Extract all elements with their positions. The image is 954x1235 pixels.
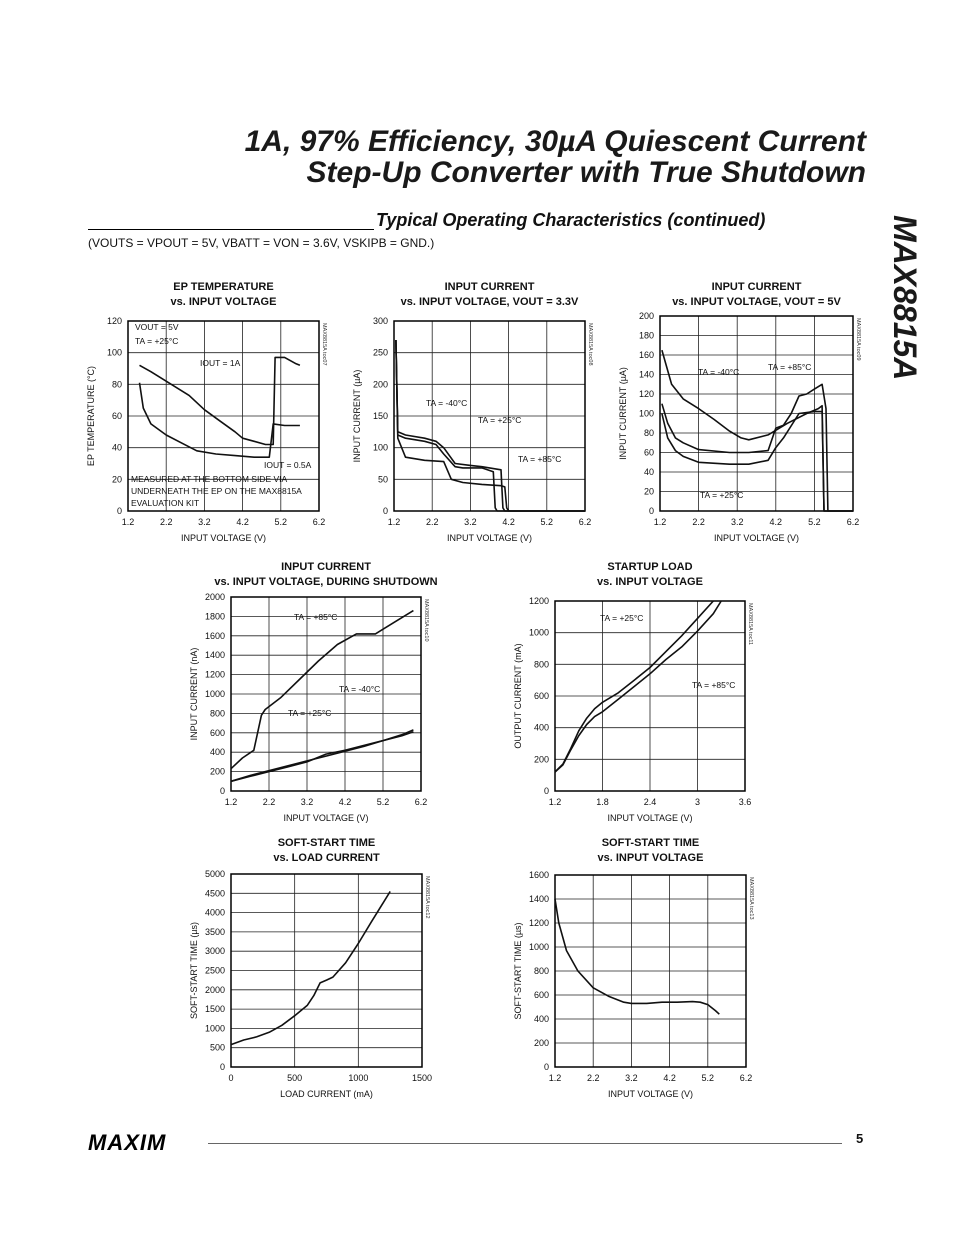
- x-tick-label: 5.2: [376, 797, 390, 807]
- series-line: [662, 412, 853, 511]
- chart-input-current-shutdown: [186, 558, 436, 823]
- chart-svg: [186, 558, 438, 823]
- y-axis-label: EP TEMPERATURE (°C): [86, 365, 96, 467]
- y-tick-label: 1600: [204, 630, 225, 641]
- y-tick-label: 0: [219, 1062, 225, 1072]
- chart-soft-start-vs-load: [186, 834, 436, 1099]
- chart-annotation: IOUT = 0.5A: [264, 460, 312, 470]
- y-axis-label: SOFT-START TIME (µs): [189, 921, 199, 1020]
- chart-title: INPUT CURRENT: [444, 281, 535, 293]
- y-tick-label: 120: [106, 316, 122, 326]
- title-line-2: Step-Up Converter with True Shutdown: [306, 156, 866, 189]
- y-tick-label: 2500: [204, 965, 225, 976]
- y-tick-label: 1500: [204, 1004, 225, 1015]
- y-tick-label: 160: [638, 350, 654, 360]
- x-tick-label: 6.2: [414, 797, 428, 807]
- footer-rule: [208, 1143, 842, 1144]
- chart-annotation: TA = +85°C: [768, 362, 812, 372]
- toc-code: MAX8815A toc11: [747, 603, 753, 646]
- y-tick-label: 200: [533, 754, 549, 765]
- x-tick-label: 6.2: [846, 517, 860, 527]
- series-line: [555, 899, 719, 1014]
- y-tick-label: 0: [382, 506, 388, 516]
- chart-title: EP TEMPERATURE: [173, 281, 274, 293]
- y-tick-label: 1000: [204, 1023, 225, 1034]
- x-tick-label: 2.2: [262, 797, 276, 807]
- page-title: [86, 126, 866, 188]
- x-tick-label: 1.2: [224, 797, 238, 807]
- x-tick-label: 1.2: [653, 517, 667, 527]
- y-tick-label: 1200: [528, 596, 549, 606]
- chart-subtitle: vs. INPUT VOLTAGE: [170, 296, 277, 308]
- chart-svg: [88, 278, 328, 548]
- chart-annotation: TA = -40°C: [339, 684, 381, 694]
- y-tick-label: 200: [209, 766, 225, 777]
- y-axis-label: INPUT CURRENT (nA): [189, 647, 199, 741]
- chart-soft-start-vs-vin: [512, 834, 762, 1099]
- x-tick-label: 5.2: [701, 1073, 715, 1083]
- chart-annotation: TA = +25°C: [600, 613, 644, 623]
- y-tick-label: 4500: [204, 888, 225, 899]
- y-tick-label: 120: [638, 389, 654, 399]
- x-tick-label: 4.2: [236, 517, 249, 527]
- x-tick-label: 6.2: [739, 1073, 753, 1083]
- x-axis-label: LOAD CURRENT (mA): [280, 1089, 373, 1099]
- y-tick-label: 400: [533, 1014, 549, 1024]
- x-tick-label: 2.2: [586, 1073, 600, 1083]
- x-tick-label: 5.2: [540, 517, 554, 527]
- x-tick-label: 5.2: [808, 517, 821, 527]
- x-tick-label: 2.4: [643, 797, 657, 807]
- chart-title: INPUT CURRENT: [281, 561, 371, 573]
- x-tick-label: 2.2: [159, 517, 173, 527]
- y-tick-label: 800: [533, 659, 549, 670]
- chart-annotation: VOUT = 5V: [135, 322, 179, 332]
- toc-code: MAX8815A toc08: [587, 323, 593, 366]
- chart-title: SOFT-START TIME: [601, 837, 700, 849]
- chart-annotation: TA = +25°C: [700, 490, 744, 500]
- y-tick-label: 100: [106, 347, 122, 358]
- x-tick-label: 3.2: [730, 517, 744, 527]
- y-tick-label: 250: [372, 347, 388, 358]
- y-tick-label: 40: [643, 467, 654, 477]
- y-tick-label: 200: [372, 379, 388, 390]
- chart-annotation: TA = -40°C: [426, 398, 468, 408]
- chart-input-current-3v3: [352, 278, 592, 553]
- x-tick-label: 4.2: [663, 1073, 676, 1083]
- x-tick-label: 3.2: [625, 1073, 638, 1083]
- y-tick-label: 50: [377, 474, 388, 485]
- x-axis-label: INPUT VOLTAGE (V): [713, 533, 800, 543]
- series-line: [140, 357, 300, 444]
- title-line-1: 1A, 97% Efficiency, 30µA Quiescent Current: [244, 125, 866, 158]
- maxim-logo: MAXIM: [88, 1130, 167, 1155]
- chart-annotation: IOUT = 1A: [200, 358, 241, 368]
- chart-svg: [512, 558, 762, 823]
- chart-subtitle: vs. INPUT VOLTAGE: [597, 576, 703, 588]
- y-tick-label: 3000: [204, 946, 225, 957]
- toc-code: MAX8815A toc13: [748, 877, 754, 920]
- test-conditions: (VOUTS = VPOUT = 5V, VBATT = VON = 3.6V, VSKIPB = GND.): [88, 236, 435, 250]
- part-number: MAX8815A: [887, 215, 923, 381]
- chart-annotation: TA = +25°C: [135, 336, 179, 346]
- y-tick-label: 140: [638, 369, 654, 380]
- y-axis-label: SOFT-START TIME (µs): [513, 922, 523, 1020]
- section-title: Typical Operating Characteristics (continued): [376, 210, 766, 230]
- chart-svg: [352, 278, 592, 548]
- x-tick-label: 6.2: [578, 517, 592, 527]
- series-line: [231, 611, 413, 769]
- x-tick-label: 4.2: [769, 517, 783, 527]
- y-axis-label: INPUT CURRENT (µA): [352, 369, 362, 463]
- x-tick-label: 4.2: [338, 797, 352, 807]
- x-tick-label: 6.2: [312, 517, 326, 527]
- x-tick-label: 2.2: [692, 517, 705, 527]
- chart-annotation: TA = +25°C: [478, 415, 522, 425]
- chart-ep-temperature: [88, 278, 328, 553]
- y-tick-label: 60: [643, 447, 654, 458]
- chart-title: INPUT CURRENT: [711, 281, 802, 293]
- toc-code: MAX8815A toc07: [321, 323, 327, 366]
- x-tick-label: 1000: [348, 1073, 369, 1083]
- x-tick-label: 3.2: [300, 797, 314, 807]
- toc-code: MAX8815A toc09: [855, 318, 861, 361]
- y-tick-label: 60: [111, 411, 122, 421]
- part-number-side-label: [876, 215, 936, 400]
- y-tick-label: 20: [111, 474, 122, 485]
- x-tick-label: 1.2: [548, 1073, 562, 1083]
- y-tick-label: 2000: [204, 984, 225, 995]
- chart-input-current-5v: [618, 278, 861, 553]
- series-line: [231, 891, 390, 1044]
- chart-annotation: TA = -40°C: [698, 367, 740, 377]
- toc-code: MAX8815A toc12: [424, 876, 430, 919]
- chart-annotation: TA = +85°C: [692, 680, 736, 690]
- y-tick-label: 200: [533, 1038, 549, 1048]
- y-tick-label: 4000: [204, 907, 225, 918]
- y-tick-label: 20: [643, 486, 654, 497]
- x-tick-label: 500: [287, 1073, 303, 1083]
- chart-annotation: TA = +25°C: [288, 708, 332, 718]
- chart-annotation: TA = +85°C: [294, 612, 338, 622]
- x-tick-label: 3: [694, 797, 701, 807]
- y-tick-label: 1400: [204, 650, 225, 661]
- x-tick-label: 1500: [411, 1073, 433, 1083]
- x-tick-label: 0: [228, 1073, 234, 1083]
- y-tick-label: 0: [543, 786, 549, 796]
- chart-title: STARTUP LOAD: [607, 561, 693, 573]
- y-tick-label: 1000: [528, 627, 549, 638]
- x-tick-label: 3.6: [738, 797, 752, 807]
- y-tick-label: 1000: [204, 689, 225, 699]
- x-tick-label: 4.2: [502, 517, 515, 527]
- x-axis-label: INPUT VOLTAGE (V): [446, 533, 533, 543]
- x-tick-label: 1.8: [596, 797, 609, 807]
- chart-annotation: EVALUATION KIT: [131, 498, 200, 508]
- x-tick-label: 1.2: [387, 517, 401, 527]
- chart-annotation: TA = +85°C: [518, 454, 562, 464]
- x-tick-label: 5.2: [274, 517, 288, 527]
- x-axis-label: INPUT VOLTAGE (V): [607, 1089, 694, 1099]
- y-tick-label: 300: [372, 316, 388, 326]
- chart-subtitle: vs. LOAD CURRENT: [273, 852, 380, 864]
- y-tick-label: 80: [643, 428, 654, 438]
- chart-title: SOFT-START TIME: [277, 837, 376, 849]
- x-tick-label: 1.2: [121, 517, 135, 527]
- x-tick-label: 1.2: [548, 797, 562, 807]
- x-tick-label: 3.2: [198, 517, 211, 527]
- x-tick-label: 3.2: [464, 517, 477, 527]
- y-tick-label: 600: [533, 691, 549, 701]
- y-tick-label: 500: [209, 1042, 225, 1053]
- y-tick-label: 0: [116, 506, 122, 516]
- y-tick-label: 1200: [528, 918, 549, 928]
- chart-annotation: MEASURED AT THE BOTTOM SIDE VIA: [131, 474, 288, 484]
- y-tick-label: 600: [209, 727, 225, 738]
- y-tick-label: 5000: [204, 869, 225, 879]
- y-tick-label: 100: [638, 408, 654, 419]
- chart-startup-load: [512, 558, 762, 823]
- y-tick-label: 40: [111, 442, 122, 453]
- x-tick-label: 2.2: [425, 517, 439, 527]
- y-tick-label: 200: [638, 311, 654, 321]
- y-tick-label: 180: [638, 330, 654, 341]
- series-line: [396, 340, 585, 511]
- chart-svg: [618, 278, 861, 548]
- y-tick-label: 400: [533, 722, 549, 733]
- x-axis-label: INPUT VOLTAGE (V): [180, 533, 267, 543]
- y-tick-label: 0: [648, 506, 654, 516]
- chart-subtitle: vs. INPUT VOLTAGE, VOUT = 3.3V: [400, 296, 579, 308]
- y-tick-label: 1000: [528, 942, 549, 952]
- chart-subtitle: vs. INPUT VOLTAGE, DURING SHUTDOWN: [214, 576, 438, 588]
- y-tick-label: 100: [372, 442, 388, 453]
- y-tick-label: 150: [372, 411, 388, 421]
- chart-svg: [186, 834, 436, 1099]
- y-tick-label: 0: [543, 1062, 549, 1072]
- y-tick-label: 1200: [204, 669, 225, 680]
- chart-subtitle: vs. INPUT VOLTAGE, VOUT = 5V: [672, 296, 841, 308]
- y-tick-label: 1800: [204, 611, 225, 622]
- y-tick-label: 80: [111, 379, 122, 390]
- y-tick-label: 800: [533, 966, 549, 976]
- chart-annotation: UNDERNEATH THE EP ON THE MAX8815A: [131, 486, 302, 496]
- toc-code: MAX8815A toc10: [423, 599, 429, 642]
- y-tick-label: 0: [219, 786, 225, 796]
- page-number: 5: [856, 1131, 864, 1146]
- y-tick-label: 800: [209, 708, 225, 719]
- y-tick-label: 400: [209, 747, 225, 758]
- y-tick-label: 1600: [528, 870, 549, 880]
- y-axis-label: OUTPUT CURRENT (mA): [513, 643, 523, 749]
- x-axis-label: INPUT VOLTAGE (V): [283, 813, 369, 823]
- y-tick-label: 3500: [204, 926, 225, 937]
- x-axis-label: INPUT VOLTAGE (V): [607, 813, 693, 823]
- section-rule: [88, 229, 374, 230]
- y-axis-label: INPUT CURRENT (µA): [618, 367, 628, 460]
- chart-svg: [512, 834, 762, 1099]
- y-tick-label: 1400: [528, 894, 549, 904]
- y-tick-label: 600: [533, 990, 549, 1000]
- y-tick-label: 2000: [204, 592, 225, 602]
- chart-subtitle: vs. INPUT VOLTAGE: [597, 852, 704, 864]
